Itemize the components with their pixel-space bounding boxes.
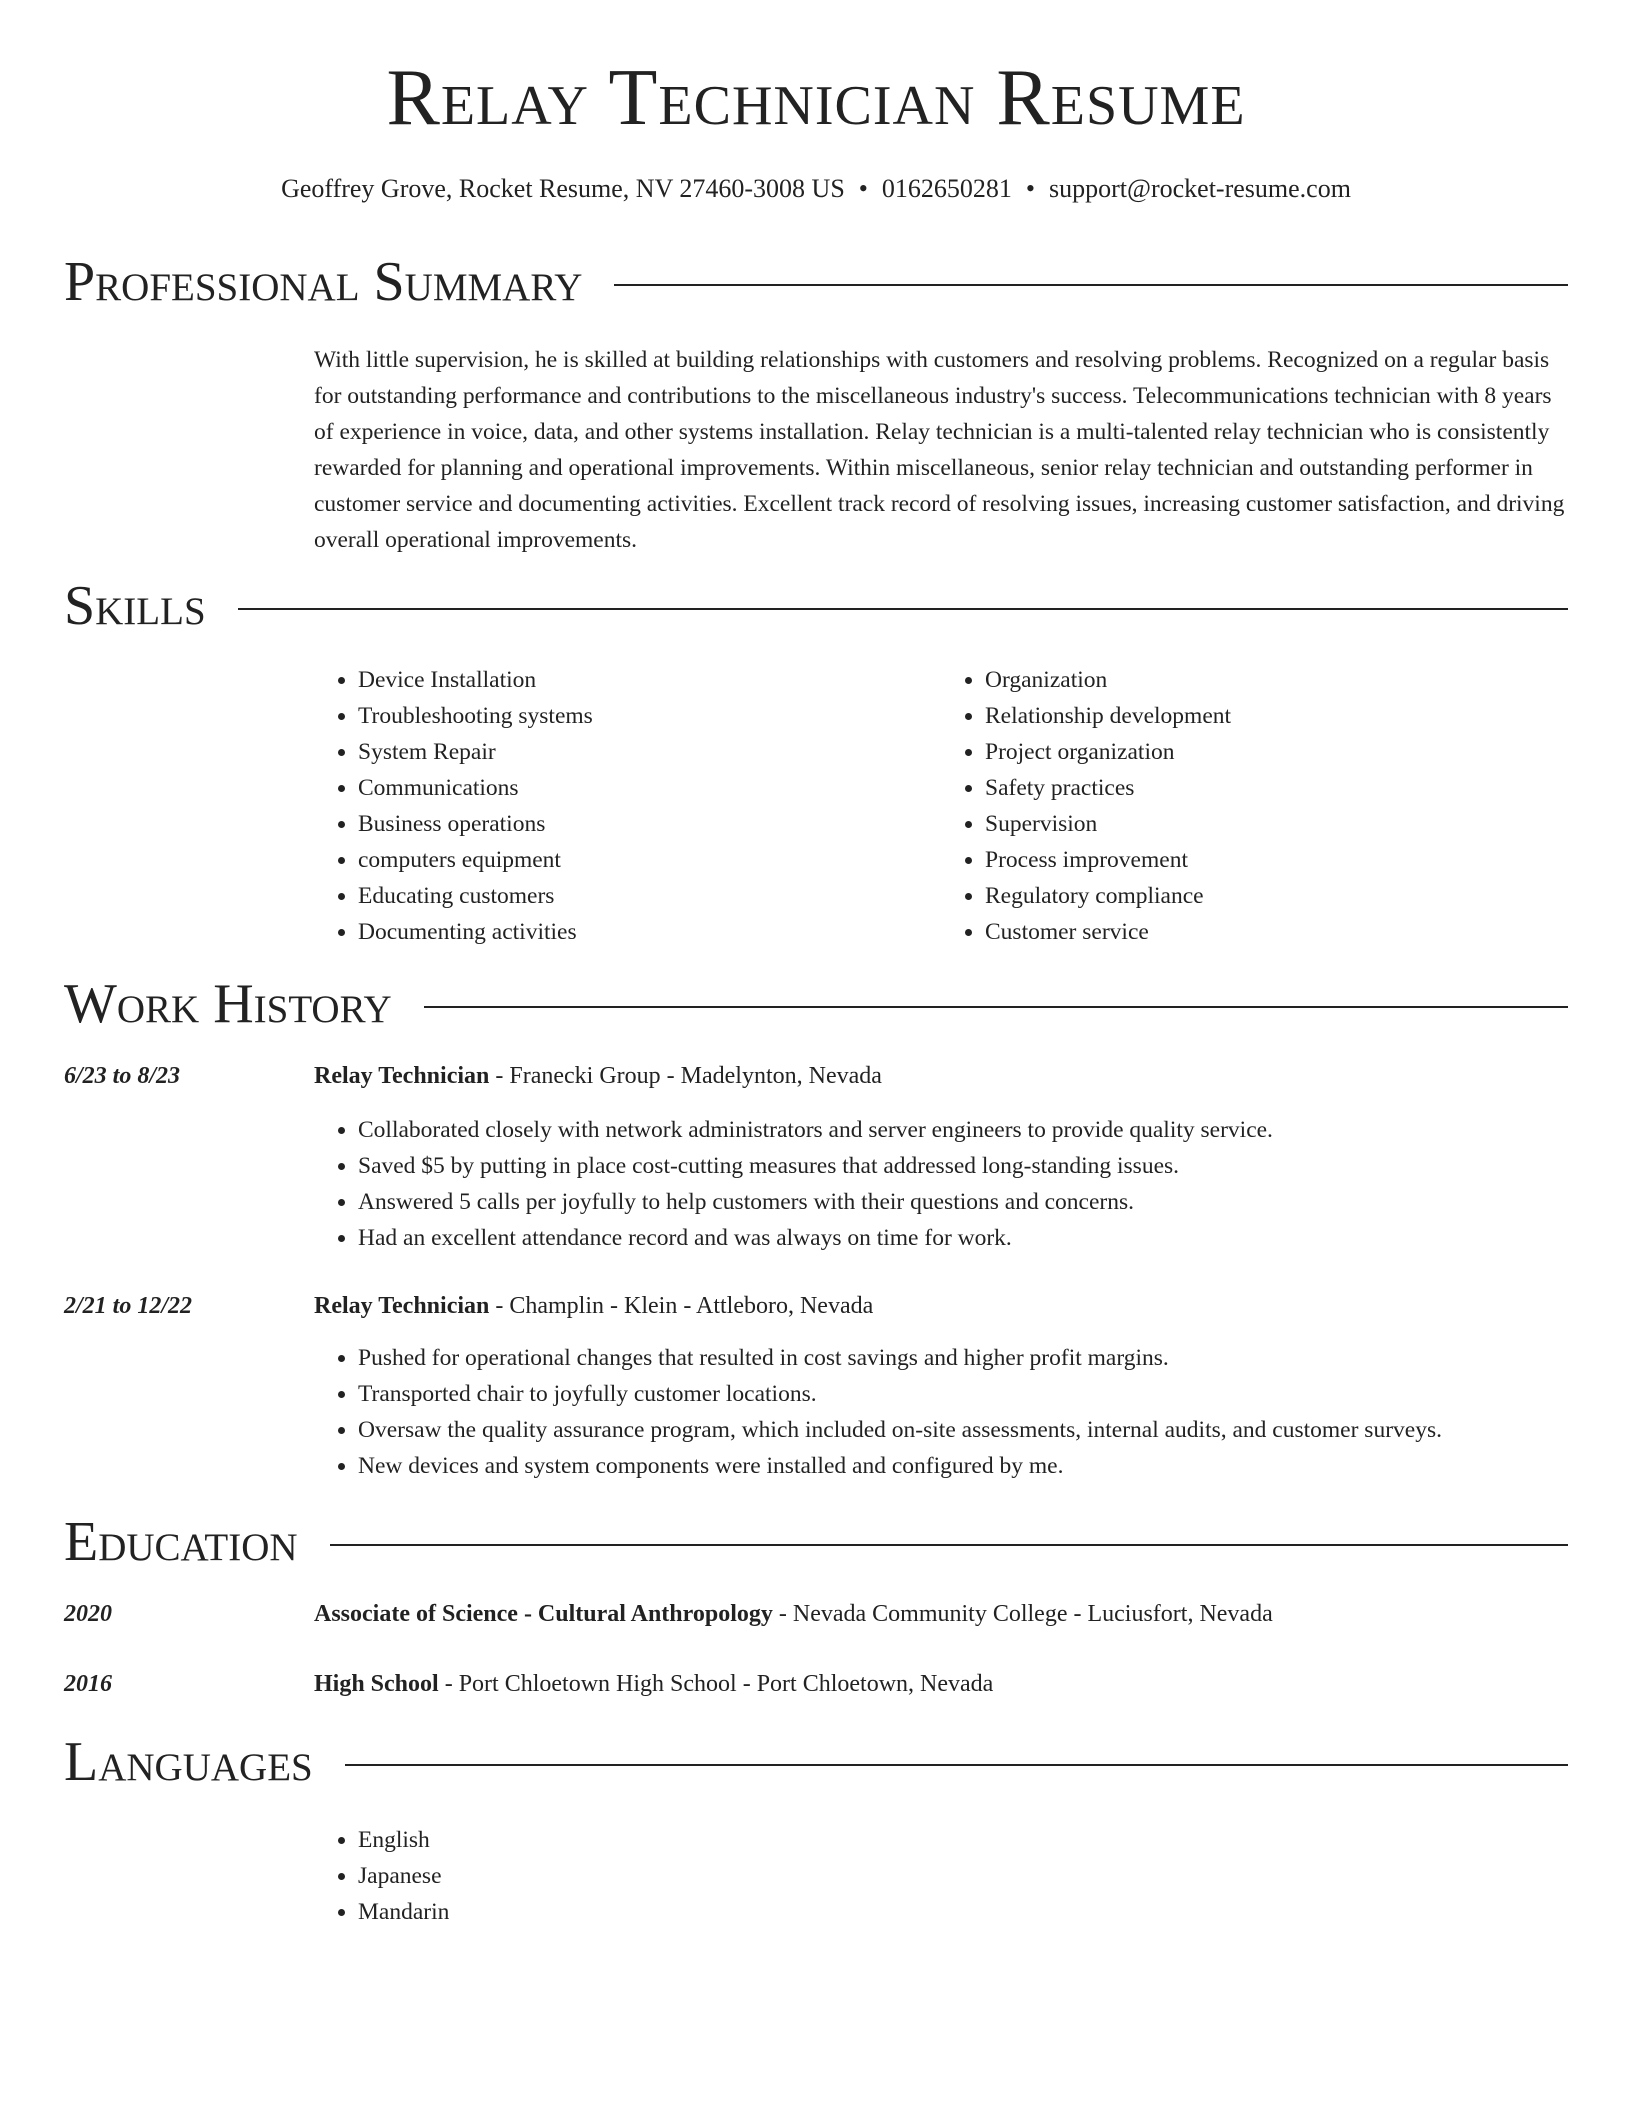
job-employer: - Franecki Group - Madelynton, Nevada	[489, 1063, 882, 1089]
skill-item: • Troubleshooting systems	[358, 698, 941, 734]
job-bullet: • New devices and system components were installed and configured by me.	[358, 1448, 1568, 1484]
resume-title: Relay Technician Resume	[386, 54, 1246, 142]
languages-section	[64, 1731, 1568, 1930]
education-school: - Nevada Community College - Luciusfort, Nevada	[772, 1601, 1273, 1627]
languages-list	[314, 1822, 1568, 1930]
job-title: Relay Technician	[314, 1063, 490, 1089]
skill-item: • Educating customers	[358, 878, 941, 914]
section-header	[64, 973, 1568, 1040]
skill-item: • Safety practices	[985, 770, 1568, 806]
job-bullet: • Pushed for operational changes that resulted in cost savings and higher profit margins.	[358, 1340, 1568, 1376]
summary-text: With little supervision, he is skilled at building relationships with customers and resolving problems. Recognized on a regular basis for outstanding performance and contributions to the miscellaneous industry's success. Telecommunications technician with 8 years of experience in voice, data, and other systems installation. Relay technician is a multi-talented relay technician who is consistently rewarded for planning and operational improvements. Within miscellaneous, senior relay technician and outstanding performer in customer service and documenting activities. Excellent track record of resolving issues, increasing customer satisfaction, and driving overall operational improvements.	[314, 347, 1565, 553]
section-title-work: Work History	[64, 976, 424, 1032]
section-title-skills: Skills	[64, 578, 238, 634]
bullet-separator: •	[858, 174, 868, 203]
education-line	[314, 1596, 1568, 1632]
skill-item: • Project organization	[985, 734, 1568, 770]
work-history-section	[64, 973, 1568, 1484]
skills-list-right	[941, 662, 1568, 950]
section-divider	[64, 608, 1568, 610]
language-item: • Mandarin	[358, 1894, 1568, 1930]
skill-item: • Device Installation	[358, 662, 941, 698]
skills-section	[64, 575, 1568, 950]
bullet-separator: •	[1025, 174, 1036, 203]
education-entry	[64, 1666, 1568, 1702]
skills-list-left	[314, 662, 941, 950]
job-bullet-list	[314, 1112, 1568, 1256]
skill-item: • Regulatory compliance	[985, 878, 1568, 914]
section-title-summary: Professional Summary	[64, 254, 614, 310]
summary-section	[64, 251, 1568, 558]
job-bullet: • Had an excellent attendance record and was always on time for work.	[358, 1220, 1568, 1256]
contact-phone: 0162650281	[881, 174, 1012, 203]
skill-item: • Supervision	[985, 806, 1568, 842]
job-header	[64, 1288, 1568, 1324]
job-bullet-list	[314, 1340, 1568, 1484]
job-dates: 2/21 to 12/22	[64, 1293, 193, 1319]
education-entry	[64, 1596, 1568, 1632]
skill-item: • Customer service	[985, 914, 1568, 950]
skill-item: • Relationship development	[985, 698, 1568, 734]
job-bullet: • Answered 5 calls per joyfully to help customers with their questions and concerns.	[358, 1184, 1568, 1220]
job-entry	[64, 1058, 1568, 1256]
section-header	[64, 1731, 1568, 1798]
skill-item: • Communications	[358, 770, 941, 806]
skill-item: • computers equipment	[358, 842, 941, 878]
section-header	[64, 251, 1568, 318]
skill-item: • System Repair	[358, 734, 941, 770]
contact-email[interactable]: support@rocket-resume.com	[1049, 174, 1351, 203]
job-entry	[64, 1288, 1568, 1484]
section-title-languages: Languages	[64, 1734, 345, 1790]
education-year: 2016	[64, 1671, 112, 1697]
job-dates: 6/23 to 8/23	[64, 1063, 181, 1089]
skills-columns	[314, 662, 1568, 950]
skill-item: • Business operations	[358, 806, 941, 842]
job-bullet: • Oversaw the quality assurance program, which included on-site assessments, internal audits, and customer surveys.	[358, 1412, 1568, 1448]
job-duties	[314, 1340, 1568, 1484]
job-bullet: • Saved $5 by putting in place cost-cutting measures that addressed long-standing issues.	[358, 1148, 1568, 1184]
education-degree: Associate of Science - Cultural Anthropology	[314, 1601, 773, 1627]
job-bullet: • Collaborated closely with network administrators and server engineers to provide quality service.	[358, 1112, 1568, 1148]
job-duties	[314, 1112, 1568, 1256]
education-year: 2020	[64, 1601, 112, 1627]
job-employer: - Champlin - Klein - Attleboro, Nevada	[489, 1293, 874, 1319]
job-bullet: • Transported chair to joyfully customer locations.	[358, 1376, 1568, 1412]
education-section	[64, 1511, 1568, 1702]
language-item: • Japanese	[358, 1858, 1568, 1894]
job-title-line	[314, 1058, 1568, 1094]
language-item: • English	[358, 1822, 1568, 1858]
job-title: Relay Technician	[314, 1293, 490, 1319]
skill-item: • Process improvement	[985, 842, 1568, 878]
contact-line	[0, 176, 1632, 202]
languages-body	[314, 1822, 1568, 1930]
skill-item: • Documenting activities	[358, 914, 941, 950]
education-school: - Port Chloetown High School - Port Chloetown, Nevada	[438, 1671, 994, 1697]
section-header	[64, 575, 1568, 642]
job-title-line	[314, 1288, 1568, 1324]
summary-body	[314, 342, 1568, 558]
contact-address: Geoffrey Grove, Rocket Resume, NV 27460-3008 US	[281, 174, 845, 203]
job-header	[64, 1058, 1568, 1094]
section-title-education: Education	[64, 1514, 330, 1570]
skill-item: • Organization	[985, 662, 1568, 698]
education-degree: High School	[314, 1671, 439, 1697]
education-line	[314, 1666, 1568, 1702]
section-header	[64, 1511, 1568, 1578]
